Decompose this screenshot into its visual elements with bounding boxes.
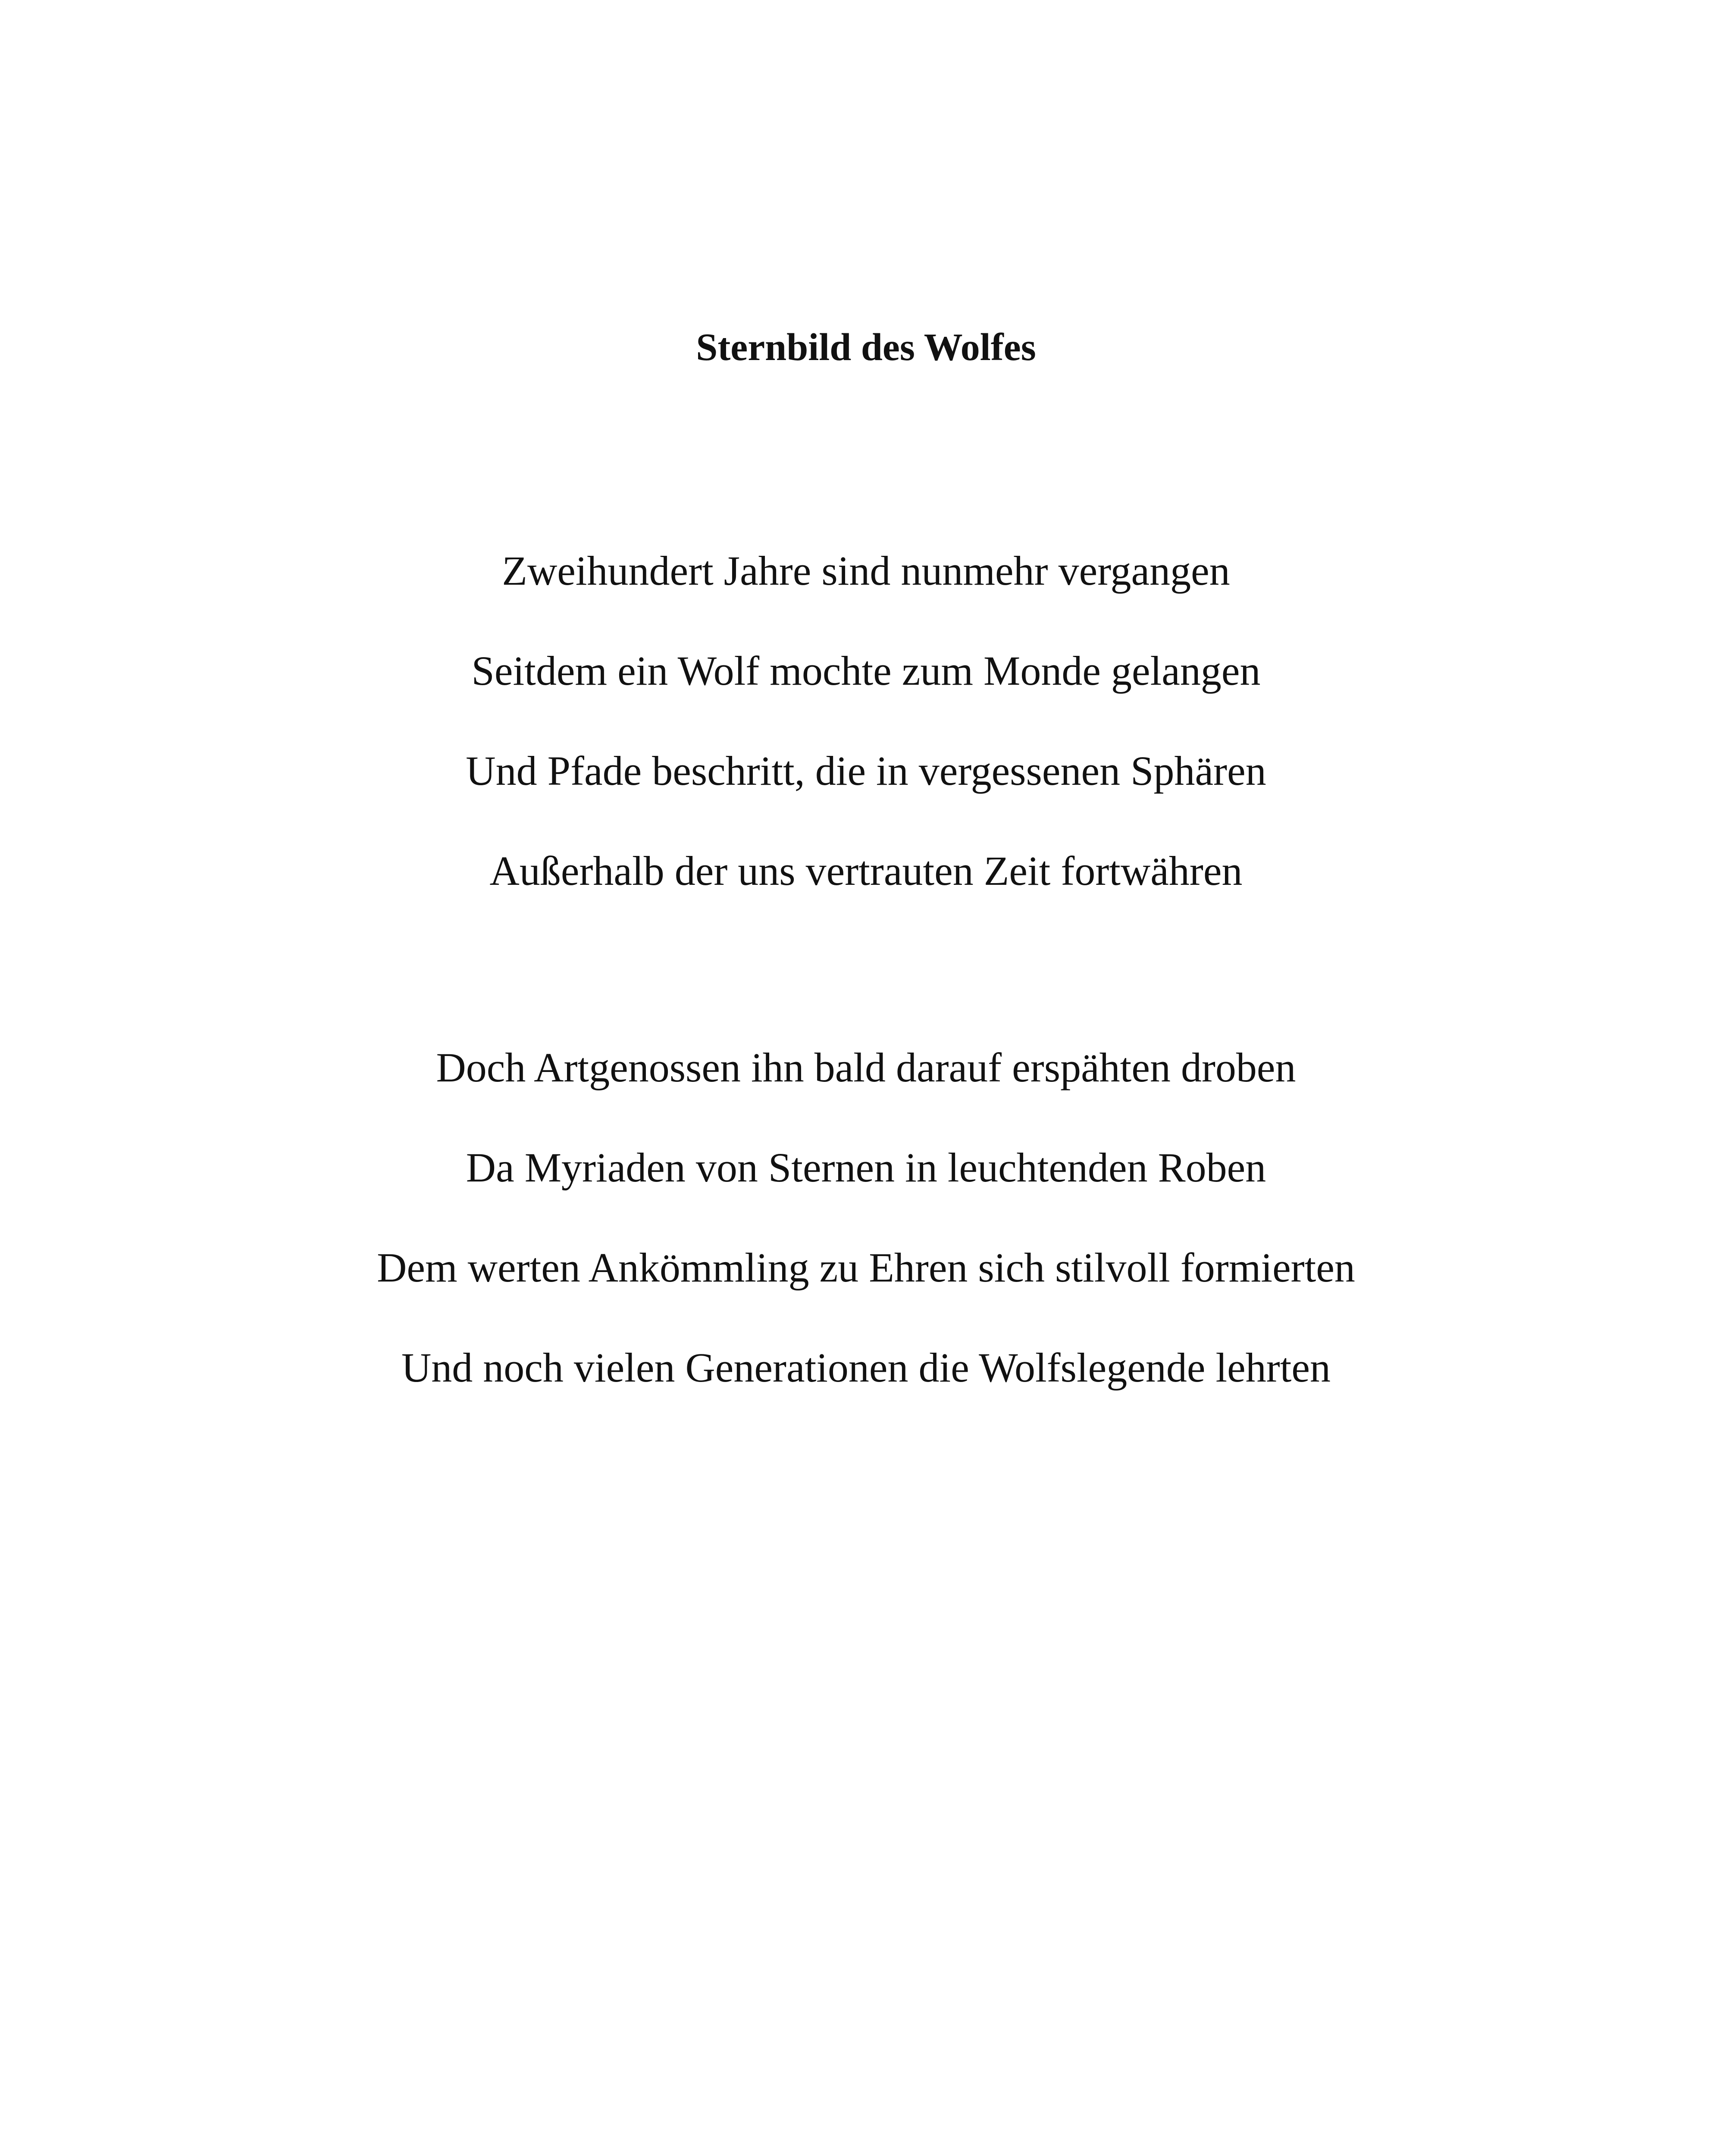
- verse-line: Da Myriaden von Sternen in leuchtenden Roben: [466, 1144, 1266, 1191]
- stanza-1: [0, 521, 1732, 921]
- verse-line: Seitdem ein Wolf mochte zum Monde gelangen: [471, 648, 1261, 694]
- verse-line: Außerhalb der uns vertrauten Zeit fortwähren: [489, 848, 1243, 894]
- poem-title: Sternbild des Wolfes: [696, 326, 1036, 369]
- verse-line: Dem werten Ankömmling zu Ehren sich stilvoll formierten: [377, 1244, 1355, 1291]
- verse-line: Und Pfade beschritt, die in vergessenen Sphären: [466, 748, 1266, 794]
- verse-line: Zweihundert Jahre sind nunmehr vergangen: [502, 548, 1230, 594]
- stanza-2: [0, 1018, 1732, 1418]
- verse-line: Doch Artgenossen ihn bald darauf erspähten droben: [436, 1044, 1296, 1091]
- verse-line: Und noch vielen Generationen die Wolfslegende lehrten: [401, 1344, 1331, 1391]
